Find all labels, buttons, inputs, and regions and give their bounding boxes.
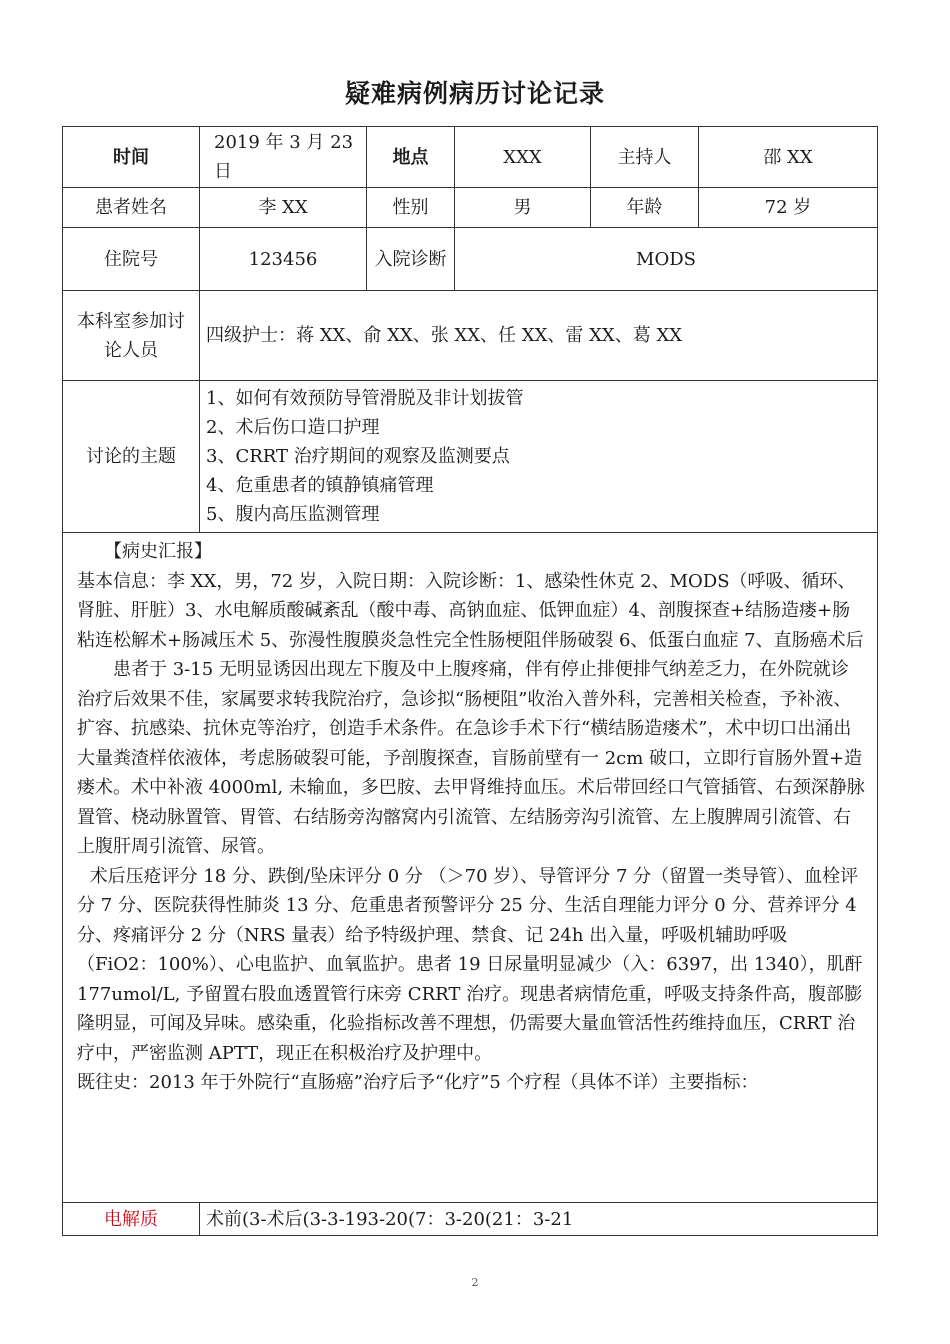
time-label: 时间 [63,127,200,188]
admission-id-label: 住院号 [63,228,200,291]
participants-value: 四级护士：蒋 XX、俞 XX、张 XX、任 XX、雷 XX、葛 XX [200,291,878,381]
topic-item: 5、腹内高压监测管理 [206,504,380,525]
participants-label: 本科室参加讨论人员 [63,291,200,381]
table-row [63,1203,878,1236]
topic-item: 1、如何有效预防导管滑脱及非计划拔管 [206,388,524,409]
past-history: 既往史：2013 年于外院行“直肠癌”治疗后予“化疗”5 个疗程（具体不详）主要指标： [77,1072,759,1093]
patient-name-value: 李 XX [200,188,367,228]
assessment-paragraph: 术后压疮评分 18 分、跌倒/坠床评分 0 分 （＞70 岁）、导管评分 7 分（留置一类导管）、血栓评分 7 分、医院获得性肺炎 13 分、危重患者预警评分 25 分、生活自理能力评分 0 分、营养评分 4 分、疼痛评分 2 分（NRS 量表）给予特级护理、禁食、记 24h 出入量，呼吸机辅助呼吸（FiO2：100%）、心电监护、血氧监护。患者 19 日尿量明显减少（入：6397，出 1340），肌酐 177umol/L, 予留置右股血透置管行床旁 CRRT 治疗。现患者病情危重，呼吸支持条件高，腹部膨隆明显，可闻及异味。感染重，化验指标改善不理想，仍需要大量血管活性药维持血压，CRRT 治疗中，严密监测 APTT，现正在积极治疗及护理中。 [77,865,863,1064]
admission-id-value: 123456 [200,228,367,291]
table-row [63,291,878,381]
sex-value: 男 [455,188,591,228]
sex-label: 性别 [367,188,455,228]
page-number: 2 [471,1276,479,1289]
electrolyte-value: 术前(3-术后(3-3-193-20(7：3-20(21：3-21 [200,1203,878,1236]
topic-label: 讨论的主题 [63,381,200,533]
report-heading: 【病史汇报】 [104,541,212,562]
table-row [63,381,878,533]
basic-info: 基本信息：李 XX，男，72 岁，入院日期：入院诊断：1、感染性休克 2、MODS（呼吸、循环、肾脏、肝脏）3、水电解质酸碱紊乱（酸中毒、高钠血症、低钾血症）4、剖腹探查+结肠造瘘+肠粘连松解术+肠减压术 5、弥漫性腹膜炎急性完全性肠梗阻伴肠破裂 6、低蛋白血症 7、直肠癌术后 [77,570,864,651]
table-row [63,228,878,291]
table-row [63,127,878,188]
host-label: 主持人 [591,127,699,188]
electrolyte-label: 电解质 [63,1203,200,1236]
document-title: 疑难病例病历讨论记录 [344,79,605,108]
place-value: XXX [455,127,591,188]
topic-item: 3、CRRT 治疗期间的观察及监测要点 [206,446,510,467]
discussion-record-table [62,126,878,1236]
patient-name-label: 患者姓名 [63,188,200,228]
place-label: 地点 [367,127,455,188]
topic-item: 4、危重患者的镇静镇痛管理 [206,475,434,496]
table-row [63,533,878,1203]
topic-list [200,381,878,533]
time-value: 2019 年 3 月 23 日 [200,127,367,188]
admission-diagnosis-value: MODS [455,228,878,291]
topic-item: 2、术后伤口造口护理 [206,417,380,438]
admission-diagnosis-label: 入院诊断 [367,228,455,291]
medical-history-report [63,533,878,1203]
age-value: 72 岁 [699,188,878,228]
history-paragraph: 患者于 3-15 无明显诱因出现左下腹及中上腹疼痛，伴有停止排便排气纳差乏力，在外院就诊治疗后效果不佳，家属要求转我院治疗，急诊拟“肠梗阻”收治入普外科，完善相关检查，予补液、扩容、抗感染、抗休克等治疗，创造手术条件。在急诊手术下行“横结肠造瘘术”，术中切口出涌出大量粪渣样依液体，考虑肠破裂可能，予剖腹探查，盲肠前壁有一 2cm 破口，立即行盲肠外置+造瘘术。术中补液 4000ml, 未输血，多巴胺、去甲肾维持血压。术后带回经口气管插管、右颈深静脉置管、桡动脉置管、胃管、右结肠旁沟髂窝内引流管、左结肠旁沟引流管、左上腹脾周引流管、右上腹肝周引流管、尿管。 [77,659,865,857]
age-label: 年龄 [591,188,699,228]
host-value: 邵 XX [699,127,878,188]
table-row [63,188,878,228]
